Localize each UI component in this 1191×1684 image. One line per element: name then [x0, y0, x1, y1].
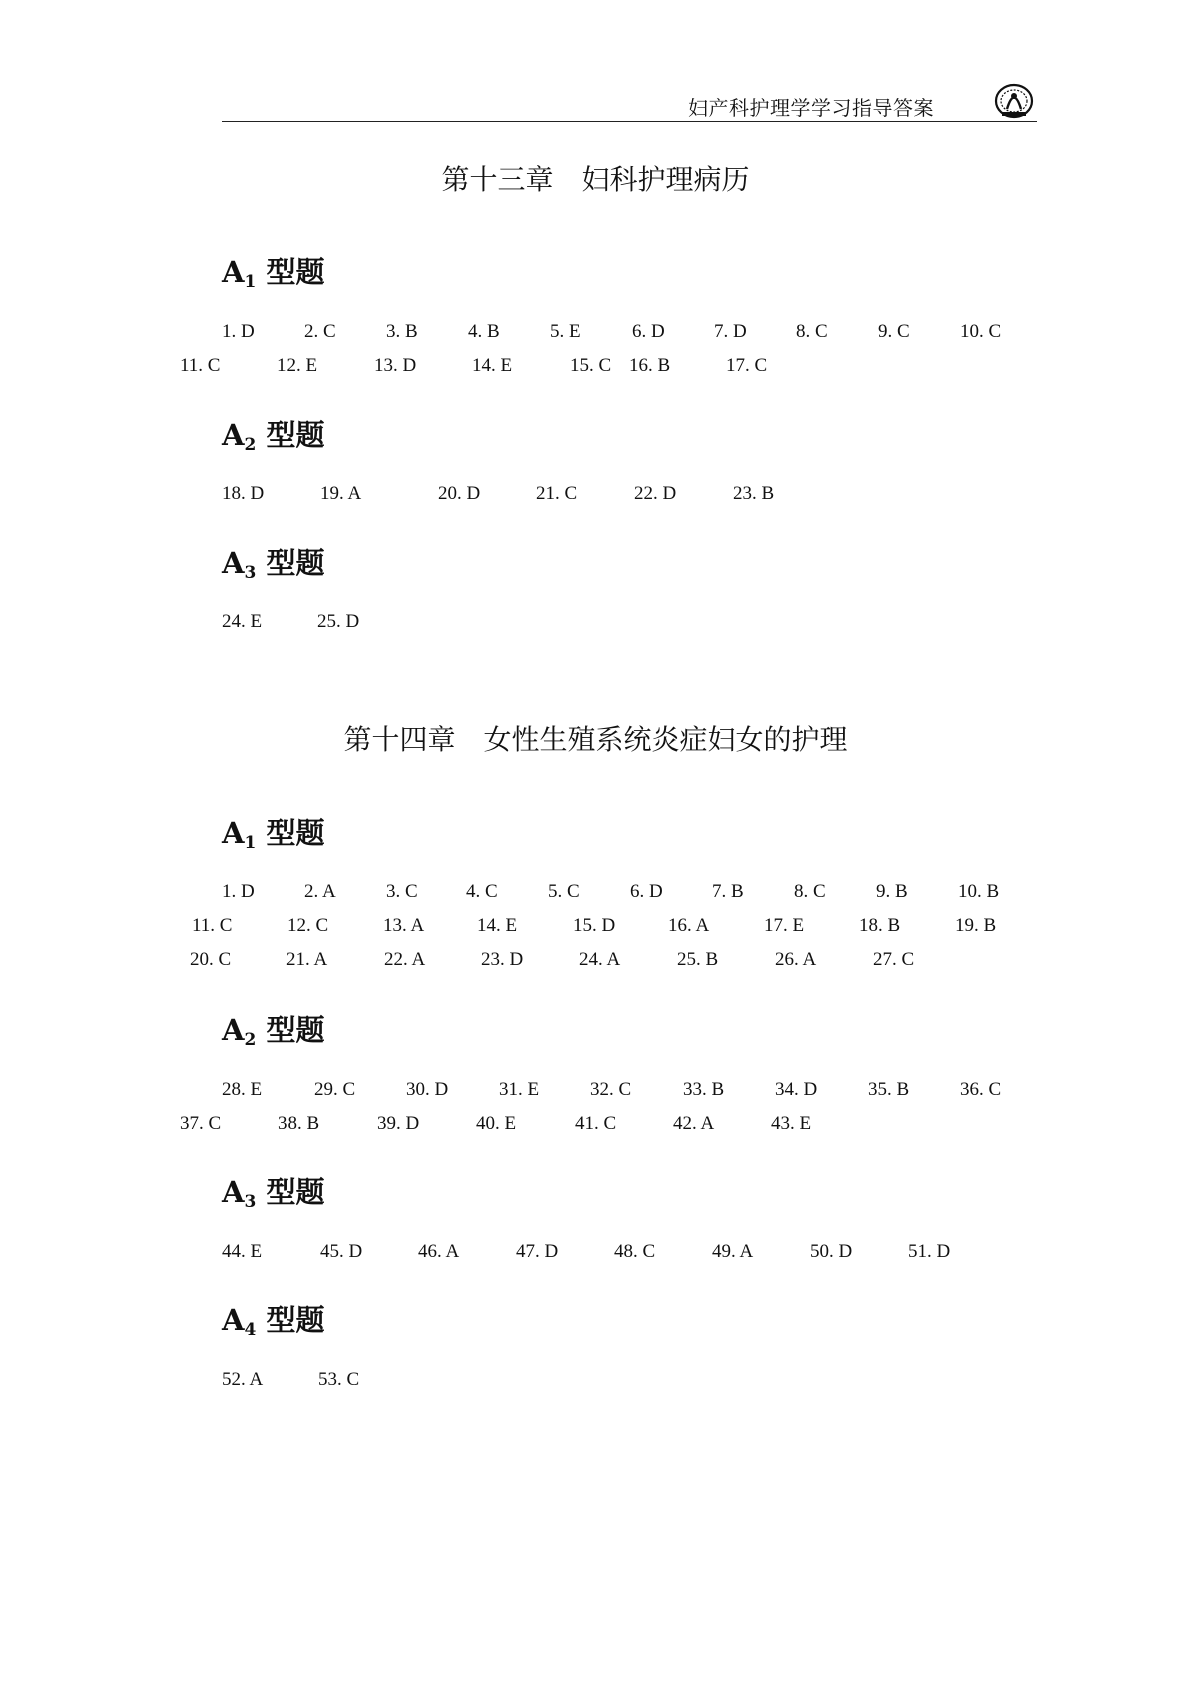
section-sub: 4	[244, 1320, 257, 1340]
answer-item: 2. A	[304, 881, 336, 902]
section-label: 型题	[266, 1013, 325, 1047]
running-header-title: 妇产科护理学学习指导答案	[688, 96, 934, 120]
section-prefix: A	[222, 255, 245, 289]
section-sub: 2	[244, 435, 257, 455]
answer-item: 25. D	[317, 611, 360, 632]
answer-item: 2. C	[304, 321, 336, 342]
answer-item: 28. E	[222, 1079, 263, 1100]
ch14-a1-heading	[222, 811, 324, 852]
answer-item: 18. D	[222, 483, 265, 504]
answer-item: 33. B	[683, 1079, 725, 1100]
answer-item: 53. C	[318, 1369, 360, 1390]
answer-item: 7. B	[712, 881, 744, 902]
answer-item: 22. D	[634, 483, 677, 504]
answer-item: 32. C	[590, 1079, 632, 1100]
answer-item: 10. C	[960, 321, 1002, 342]
section-sub: 3	[244, 563, 257, 583]
answer-item: 24. E	[222, 611, 263, 632]
answer-item: 40. E	[476, 1113, 517, 1134]
answer-item: 20. C	[190, 949, 232, 970]
answer-item: 46. A	[418, 1241, 460, 1262]
section-sub: 1	[244, 833, 257, 853]
answer-item: 4. B	[468, 321, 500, 342]
answer-item: 11. C	[180, 355, 221, 376]
answer-item: 39. D	[377, 1113, 420, 1134]
answer-item: 45. D	[320, 1241, 363, 1262]
chapter-14-title: 第十四章 女性生殖系统炎症妇女的护理	[343, 723, 848, 756]
answer-item: 34. D	[775, 1079, 818, 1100]
answer-item: 18. B	[859, 915, 901, 936]
answer-item: 47. D	[516, 1241, 559, 1262]
answer-item: 49. A	[712, 1241, 754, 1262]
answer-item: 10. B	[958, 881, 1000, 902]
answer-item: 8. C	[794, 881, 826, 902]
answer-item: 16. A	[668, 915, 710, 936]
answer-item: 12. C	[287, 915, 329, 936]
ch13-a2-heading	[222, 413, 324, 454]
answer-item: 15. C	[570, 355, 612, 376]
header-rule	[222, 121, 1037, 122]
answer-item: 15. D	[573, 915, 616, 936]
answer-item: 13. A	[383, 915, 425, 936]
publisher-seal-icon	[993, 82, 1035, 120]
answer-item: 23. B	[733, 483, 775, 504]
answer-item: 37. C	[180, 1113, 222, 1134]
section-label: 型题	[266, 1303, 325, 1337]
section-prefix: A	[222, 1175, 245, 1209]
chapter-13-title: 第十三章 妇科护理病历	[441, 163, 750, 196]
answer-item: 16. B	[629, 355, 671, 376]
answer-item: 51. D	[908, 1241, 951, 1262]
section-sub: 2	[244, 1030, 257, 1050]
section-label: 型题	[266, 255, 325, 289]
answer-item: 14. E	[472, 355, 513, 376]
answer-item: 6. D	[632, 321, 665, 342]
ch13-a3-heading	[222, 541, 324, 582]
ch14-a3-heading	[222, 1170, 324, 1211]
answer-item: 23. D	[481, 949, 524, 970]
answer-item: 30. D	[406, 1079, 449, 1100]
answer-item: 38. B	[278, 1113, 320, 1134]
answer-item: 17. E	[764, 915, 805, 936]
answer-item: 4. C	[466, 881, 498, 902]
answer-item: 17. C	[726, 355, 768, 376]
answer-item: 8. C	[796, 321, 828, 342]
answer-item: 27. C	[873, 949, 915, 970]
answer-item: 48. C	[614, 1241, 656, 1262]
answer-item: 19. B	[955, 915, 997, 936]
answer-item: 25. B	[677, 949, 719, 970]
answer-item: 19. A	[320, 483, 362, 504]
section-sub: 3	[244, 1192, 257, 1212]
answer-item: 35. B	[868, 1079, 910, 1100]
answer-item: 42. A	[673, 1113, 715, 1134]
answer-item: 5. C	[548, 881, 580, 902]
section-prefix: A	[222, 1303, 245, 1337]
section-prefix: A	[222, 816, 245, 850]
answer-item: 44. E	[222, 1241, 263, 1262]
section-prefix: A	[222, 418, 245, 452]
answer-item: 3. B	[386, 321, 418, 342]
answer-item: 22. A	[384, 949, 426, 970]
answer-item: 52. A	[222, 1369, 264, 1390]
answer-item: 1. D	[222, 881, 255, 902]
answer-item: 6. D	[630, 881, 663, 902]
section-prefix: A	[222, 1013, 245, 1047]
answer-item: 50. D	[810, 1241, 853, 1262]
answer-item: 41. C	[575, 1113, 617, 1134]
answer-item: 21. A	[286, 949, 328, 970]
section-label: 型题	[266, 816, 325, 850]
section-label: 型题	[266, 418, 325, 452]
answer-item: 26. A	[775, 949, 817, 970]
answer-item: 24. A	[579, 949, 621, 970]
answer-item: 36. C	[960, 1079, 1002, 1100]
answer-item: 3. C	[386, 881, 418, 902]
section-label: 型题	[266, 1175, 325, 1209]
ch14-a4-heading	[222, 1298, 324, 1339]
answer-item: 11. C	[192, 915, 233, 936]
answer-item: 20. D	[438, 483, 481, 504]
answer-item: 5. E	[550, 321, 581, 342]
answer-item: 14. E	[477, 915, 518, 936]
answer-item: 1. D	[222, 321, 255, 342]
answer-item: 43. E	[771, 1113, 812, 1134]
answer-item: 21. C	[536, 483, 578, 504]
answer-item: 9. C	[878, 321, 910, 342]
answer-item: 7. D	[714, 321, 747, 342]
ch14-a2-heading	[222, 1008, 324, 1049]
answer-item: 12. E	[277, 355, 318, 376]
ch13-a1-heading	[222, 250, 324, 291]
answer-item: 31. E	[499, 1079, 540, 1100]
answer-item: 9. B	[876, 881, 908, 902]
answer-item: 29. C	[314, 1079, 356, 1100]
answer-item: 13. D	[374, 355, 417, 376]
section-label: 型题	[266, 546, 325, 580]
section-prefix: A	[222, 546, 245, 580]
section-sub: 1	[244, 272, 257, 292]
